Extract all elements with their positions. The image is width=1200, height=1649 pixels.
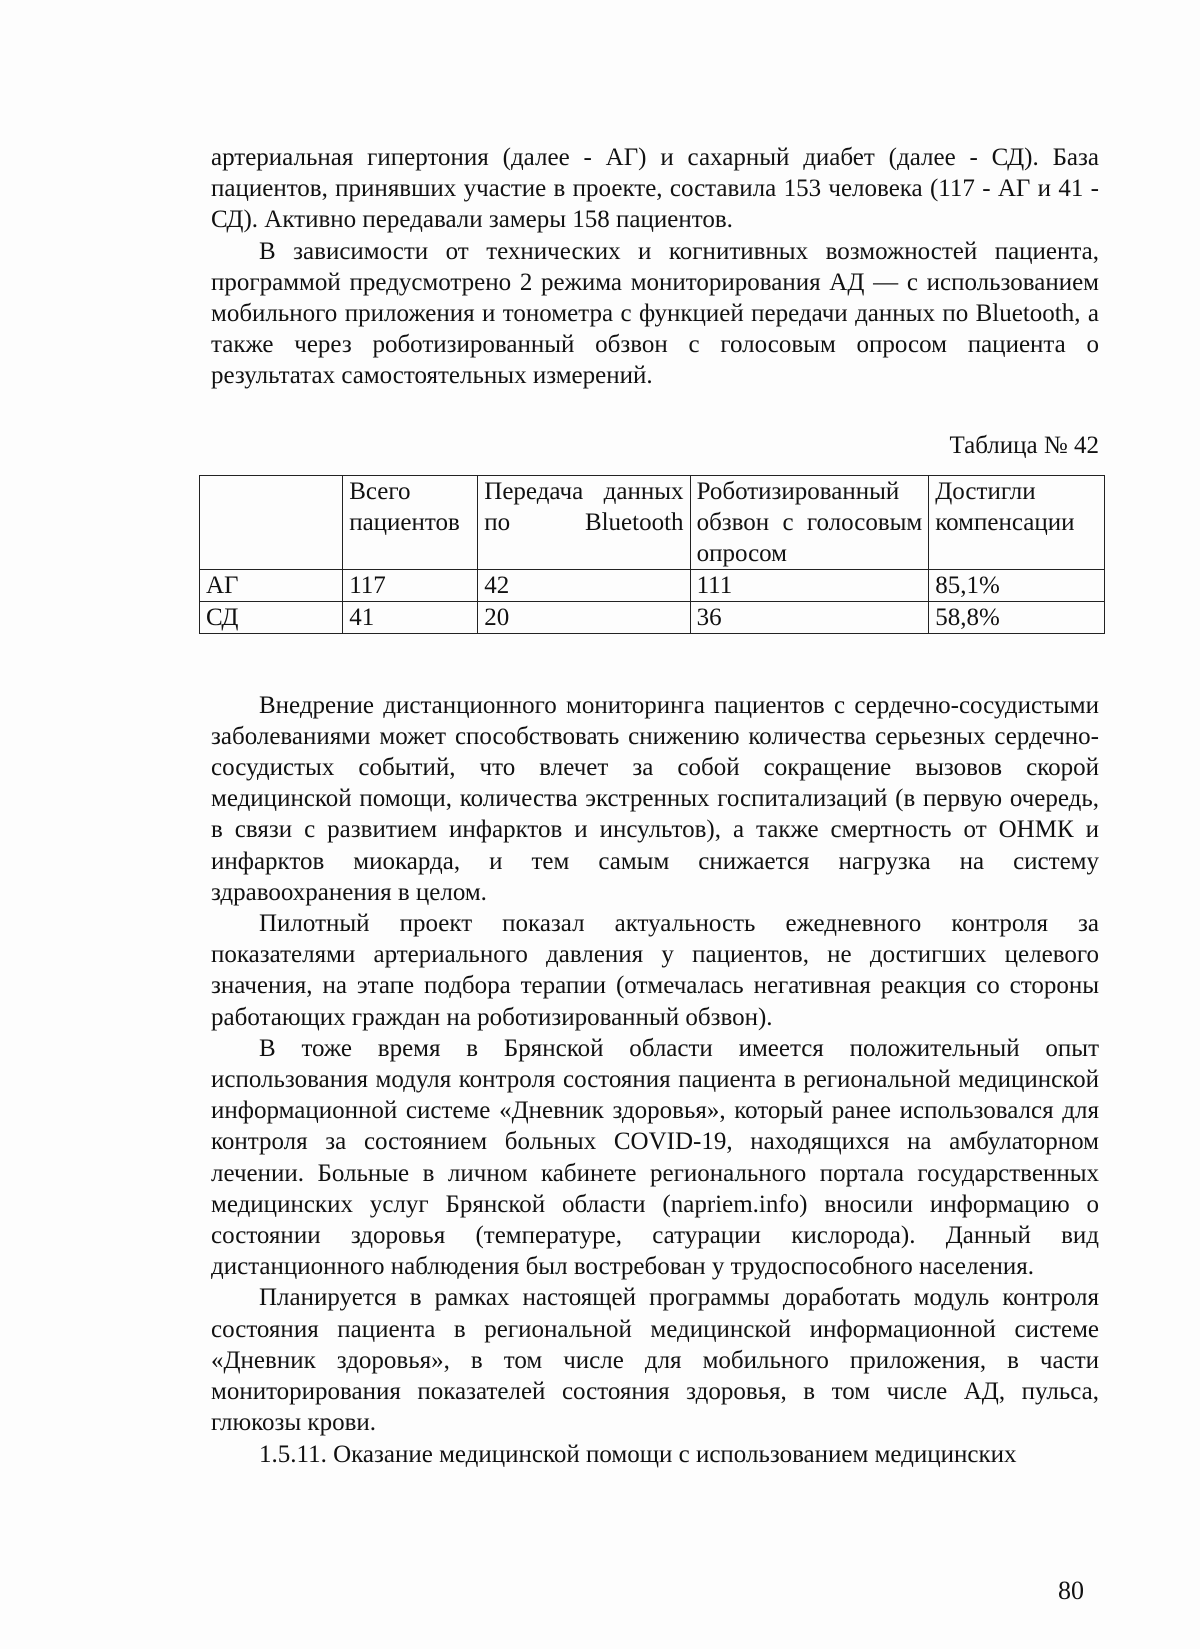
paragraph-bryansk-experience: В тоже время в Брянской области имеется положительный опыт использования модуля контроля состояния пациента в региональной медицинской информационной системе «Дневник здоровья», который ранее использовался для контроля за состоянием больных COVID-19, находящихся на амбулаторном лечении. Больные в личном кабинете регионального портала государственных медицинских услуг Брянской области (napriem.info) вносили информацию о состоянии здоровья (температуре, сатурации кислорода). Данный вид дистанционного наблюдения был востребован у трудоспособного населения.: [211, 1034, 1099, 1281]
table-header-row: [200, 475, 1105, 569]
paragraph-remote-monitoring: Внедрение дистанционного мониторинга пациентов с сердечно-сосудистыми заболеваниями может способствовать снижению количества серьезных сердечно-сосудистых событий, что влечет за собой сокращение вызовов скорой медицинской помощи, количества экстренных госпитализаций (в первую очередь, в связи с развитием инфарктов и инсультов), а также смертность от ОНМК и инфарктов миокарда, и тем самым снижается нагрузка на систему здравоохранения в целом.: [211, 691, 1099, 906]
table-header-cell: Всего пациентов: [343, 475, 478, 569]
table-header-cell: Роботизированный обзвон с голосовым опросом: [690, 475, 929, 569]
table-cell: 58,8%: [929, 601, 1105, 633]
table-cell: АГ: [200, 569, 343, 601]
table-cell: 20: [478, 601, 690, 633]
table-row: [200, 569, 1105, 601]
results-table: [199, 475, 1105, 634]
table-caption: Таблица № 42: [949, 431, 1099, 459]
paragraph-pilot-project: Пилотный проект показал актуальность ежедневного контроля за показателями артериального давления у пациентов, не достигших целевого значения, на этапе подбора терапии (отмечалась негативная реакция со стороны работающих граждан на роботизированный обзвон).: [211, 910, 1099, 1031]
section-heading-1-5-11: 1.5.11. Оказание медицинской помощи с использованием медицинских: [259, 1440, 1017, 1468]
table-row: [200, 601, 1105, 633]
table-cell: 41: [343, 601, 478, 633]
paragraph-monitoring-modes: В зависимости от технических и когнитивных возможностей пациента, программой предусмотрено 2 режима мониторирования АД — с использованием мобильного приложения и тонометра с функцией передачи данных по Bluetooth, а также через роботизированный обзвон с голосовым опросом пациента о результатах самостоятельных измерений.: [211, 237, 1099, 390]
page-content: [206, 142, 1099, 1470]
table-cell: 36: [690, 601, 929, 633]
page-number: 80: [1058, 1576, 1084, 1605]
table-cell: 42: [478, 569, 690, 601]
body-text-section: [211, 690, 1099, 1470]
table-cell: 111: [690, 569, 929, 601]
table-header-cell: Достигли компенсации: [929, 475, 1105, 569]
table-cell: СД: [200, 601, 343, 633]
table-cell: 85,1%: [929, 569, 1105, 601]
paragraph-planned-improvements: Планируется в рамках настоящей программы доработать модуль контроля состояния пациента в региональной медицинской информационной системе «Дневник здоровья», в том числе для мобильного приложения, в части мониторирования показателей состояния здоровья, в том числе АД, пульса, глюкозы крови.: [211, 1284, 1099, 1437]
table-cell: 117: [343, 569, 478, 601]
table-header-cell: [200, 475, 343, 569]
table-header-cell: Передача данных по Bluetooth: [478, 475, 690, 569]
paragraph-intro: артериальная гипертония (далее - АГ) и сахарный диабет (далее - СД). База пациентов, принявших участие в проекте, составила 153 человека (117 - АГ и 41 - СД). Активно передавали замеры 158 пациентов.: [211, 144, 1099, 234]
